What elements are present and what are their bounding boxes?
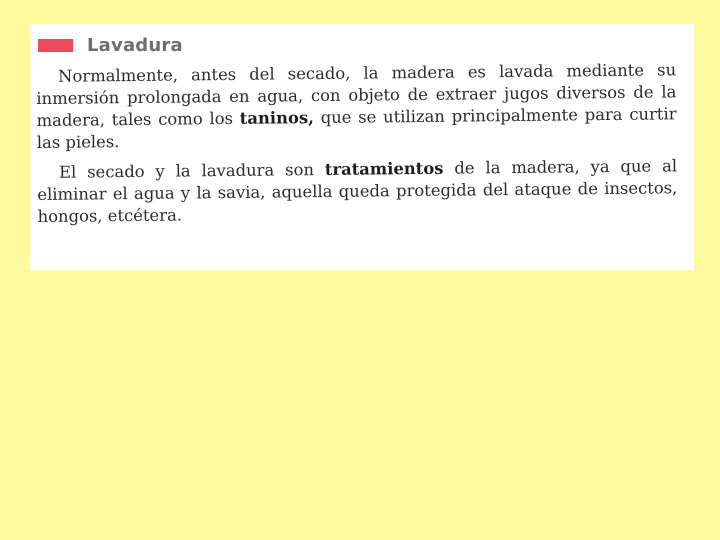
paragraph-2-text-start: El secado y la lavadura son xyxy=(59,159,325,182)
term-taninos: taninos, xyxy=(239,108,314,128)
heading-accent-bar xyxy=(38,39,73,52)
paragraph-1 xyxy=(36,59,677,154)
section-heading xyxy=(38,34,183,56)
paragraph-2-text-end: de la madera, ya que al eliminar el agua y la savia, aquella queda protegida del ataque de insectos, hongos, etcétera. xyxy=(37,156,678,226)
paragraph-2 xyxy=(37,155,678,228)
paragraph-1-text-end: que se utilizan principalmente para curtir las pieles. xyxy=(36,104,677,152)
body-text xyxy=(36,59,678,228)
section-title: Lavadura xyxy=(87,34,183,56)
textbook-excerpt xyxy=(30,24,694,270)
term-tratamientos: tratamientos xyxy=(324,158,444,179)
paragraph-1-text-start: Normalmente, antes del secado, la madera es lavada mediante su inmersión prolongada en agua, con objeto de extraer jugos diversos de la madera, tales como los xyxy=(36,60,677,130)
